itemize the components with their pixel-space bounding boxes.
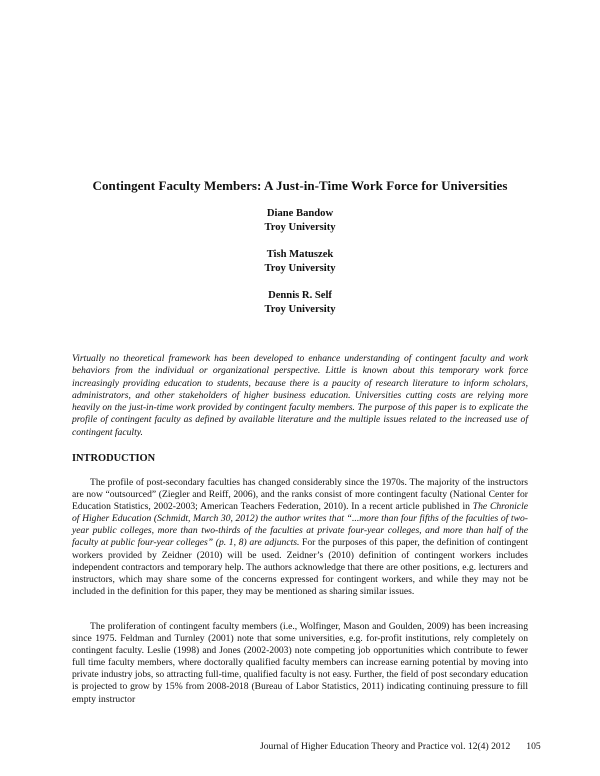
- paragraph-text: The profile of post-secondary faculties has changed considerably since the 1970s. The majority of the instructors are now “outsourced” (Ziegler and Reiff, 2006), and the ranks consist of more contingent faculty (National Center for Education Statistics, 2002-2003; American Teachers Federation, 2010). In a recent article published in: [72, 477, 528, 513]
- paragraph-text: For the purposes of this paper, the definition of contingent workers provided by Zeidner (2010) will be used. Zeidner’s (2010) definition of contingent workers includes independent contractors and temporary help. The authors acknowledge that there are other positions, e.g. lecturers and instructors, which may share some of the concerns expressed for contingent workers, and while they may not be included in the definition for this paper, they may be mentioned as sharing similar issues.: [72, 537, 528, 597]
- paragraph-italic-quote: The Chronicle of Higher Education (Schmidt, March 30, 2012) the author writes that “...more than four fifths of the faculties of two-year public colleges, more than two-thirds of the faculties at private four-year colleges, and more than half of the faculty at public four-year colleges” (p. 1, 8) are adjuncts.: [72, 501, 528, 549]
- author-name: Diane Bandow: [266, 208, 334, 219]
- author-affiliation: Troy University: [264, 263, 336, 274]
- author-affiliation: Troy University: [264, 304, 336, 315]
- author-block-1: [0, 207, 600, 235]
- journal-citation: Journal of Higher Education Theory and Practice vol. 12(4) 2012: [260, 741, 511, 752]
- author-block-2: [0, 248, 600, 276]
- author-name: Tish Matuszek: [266, 249, 334, 260]
- page-footer: [260, 741, 541, 752]
- section-heading: INTRODUCTION: [72, 453, 156, 464]
- author-affiliation: Troy University: [264, 222, 336, 233]
- author-name: Dennis R. Self: [268, 290, 332, 301]
- body-paragraph-2: The proliferation of contingent faculty members (i.e., Wolfinger, Mason and Goulden, 2009) has been increasing since 1975. Feldman and Turnley (2001) note that some universities, e.g. for-profit institutions, rely completely on contingent faculty. Leslie (1998) and Jones (2002-2003) note competing job opportunities which contribute to fewer full time faculty members, where doctorally qualified faculty members can increase earning potential by moving into private industry jobs, so attracting full-time, qualified faculty is not easy. Further, the field of post secondary education is projected to grow by 15% from 2008-2018 (Bureau of Labor Statistics, 2011) indicating continuing pressure to fill empty instructor: [72, 621, 528, 705]
- body-paragraph-1: [72, 477, 528, 598]
- paper-title: Contingent Faculty Members: A Just-in-Time Work Force for Universities: [92, 178, 508, 193]
- page-number: 105: [526, 741, 541, 752]
- abstract: Virtually no theoretical framework has been developed to enhance understanding of contingent faculty and work behaviors from the individual or organizational perspective. Little is known about this temporary work force increasingly providing education to students, because there is a paucity of research literature to inform scholars, administrators, and other stakeholders of higher business education. Universities cutting costs are relying more heavily on the just-in-time work provided by contingent faculty members. The purpose of this paper is to explicate the profile of contingent faculty as defined by available literature and the multiple issues related to the increased use of contingent faculty.: [72, 353, 528, 438]
- author-block-3: [0, 289, 600, 317]
